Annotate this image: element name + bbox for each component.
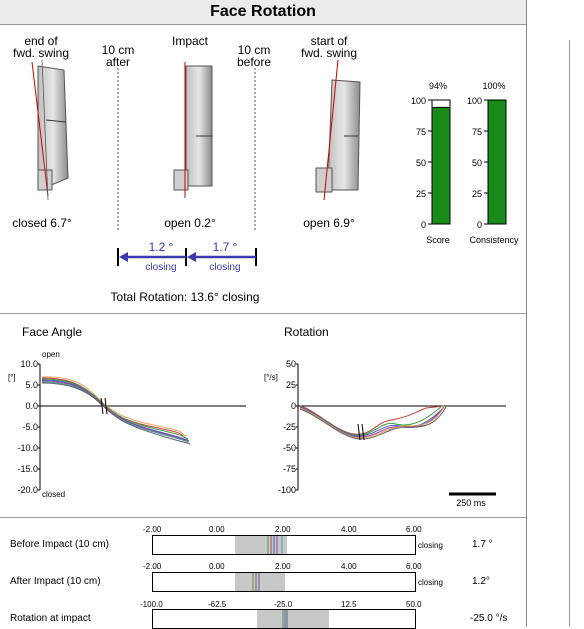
segment-before-label: closing: [209, 262, 241, 273]
putter-impact-icon: [170, 60, 220, 200]
row0-tick-1: 0.00: [209, 525, 225, 534]
row2-tick-1: -62.5: [208, 600, 227, 609]
putter-start-icon: [308, 60, 368, 200]
rot-tick-m100: -100: [277, 485, 296, 495]
row0-track: [152, 535, 416, 555]
fa-tick-m15: -15.0: [17, 464, 38, 474]
face-angle-open-label: open: [42, 350, 60, 359]
label-10cm-after: 10 cm after: [101, 43, 135, 69]
fa-tick-10: 10.0: [20, 359, 38, 369]
face-angle-title: Face Angle: [22, 325, 83, 339]
fa-tick-m20: -20.0: [17, 485, 38, 495]
label-end-of-swing: end of fwd. swing: [12, 34, 70, 60]
rot-tick-0: 0: [290, 401, 296, 411]
score-label: Score: [426, 235, 450, 245]
row1-track: [152, 572, 416, 592]
score-percent: 94%: [428, 81, 447, 91]
row2-value: -25.0 °/s: [470, 613, 508, 624]
consistency-tick-100: 100: [466, 96, 482, 106]
face-state-end: closed 6.7°: [12, 216, 72, 230]
total-rotation: Total Rotation: 13.6° closing: [110, 290, 260, 304]
time-scale-bar: [448, 490, 498, 498]
face-angle-closed-label: closed: [42, 490, 66, 499]
rot-tick-m25: -25: [282, 422, 296, 432]
label-impact: Impact: [171, 34, 208, 48]
right-pane-divider: [569, 40, 570, 627]
row2-tick-4: 50.0: [406, 600, 422, 609]
row1-tick-0: -2.00: [143, 562, 162, 571]
score-tick-100: 100: [410, 96, 426, 106]
face-angle-plot: [38, 360, 250, 494]
gauge-bars: [426, 98, 522, 230]
putter-end-icon: [24, 60, 84, 200]
row0-side: closing: [418, 541, 443, 550]
segment-before-value: 1.7 °: [212, 240, 238, 254]
rotation-unit: [°/s]: [264, 373, 278, 382]
label-start-of-swing: start of fwd. swing: [300, 34, 358, 60]
right-side-pane: [527, 0, 584, 627]
consistency-tick-50: 50: [471, 158, 482, 168]
score-tick-0: 0: [420, 220, 426, 230]
row1-tick-4: 6.00: [406, 562, 422, 571]
row2-label: Rotation at impact: [10, 613, 91, 624]
fa-tick-0: 0.0: [25, 401, 38, 411]
segment-after-value: 1.2 °: [148, 240, 174, 254]
row0-label: Before Impact (10 cm): [10, 539, 109, 550]
rotation-title: Rotation: [284, 325, 329, 339]
row0-tick-2: 2.00: [275, 525, 291, 534]
segment-after-label: closing: [145, 262, 177, 273]
consistency-percent: 100%: [482, 81, 506, 91]
rot-tick-m50: -50: [282, 443, 296, 453]
row1-label: After Impact (10 cm): [10, 576, 101, 587]
score-fill: [432, 107, 450, 224]
face-state-start: open 6.9°: [303, 216, 355, 230]
row1-value: 1.2°: [472, 576, 490, 587]
row0-value: 1.7 °: [472, 539, 493, 550]
label-10cm-before: 10 cm before: [236, 43, 272, 69]
row1-tick-2: 2.00: [275, 562, 291, 571]
row0-tick-0: -2.00: [143, 525, 162, 534]
row1-tick-1: 0.00: [209, 562, 225, 571]
row2-track: [152, 609, 416, 629]
fa-tick-5: 5.0: [25, 380, 38, 390]
row2-tick-2: -25.0: [274, 600, 293, 609]
consistency-tick-75: 75: [471, 127, 482, 137]
score-tick-75: 75: [415, 127, 426, 137]
rot-tick-25: 25: [285, 380, 296, 390]
rot-tick-m75: -75: [282, 464, 296, 474]
fa-tick-m5: -5.0: [22, 422, 38, 432]
consistency-tick-0: 0: [476, 220, 482, 230]
fa-tick-m10: -10.0: [17, 443, 38, 453]
page-title: Face Rotation: [0, 0, 526, 25]
face-state-impact: open 0.2°: [164, 216, 216, 230]
section-divider-1: [0, 313, 526, 314]
rot-tick-50: 50: [285, 359, 296, 369]
score-tick-50: 50: [415, 158, 426, 168]
rotation-plot: [296, 360, 510, 494]
time-scale-label: 250 ms: [456, 498, 486, 508]
row2-tick-0: -100.0: [140, 600, 163, 609]
row1-tick-3: 4.00: [341, 562, 357, 571]
section-divider-2: [0, 517, 526, 518]
row1-side: closing: [418, 578, 443, 587]
consistency-label: Consistency: [469, 235, 519, 245]
consistency-fill: [488, 100, 506, 224]
row0-tick-3: 4.00: [341, 525, 357, 534]
consistency-tick-25: 25: [471, 189, 482, 199]
score-tick-25: 25: [415, 189, 426, 199]
row2-tick-3: 12.5: [341, 600, 357, 609]
row0-tick-4: 6.00: [406, 525, 422, 534]
face-angle-unit: [°]: [8, 373, 16, 382]
